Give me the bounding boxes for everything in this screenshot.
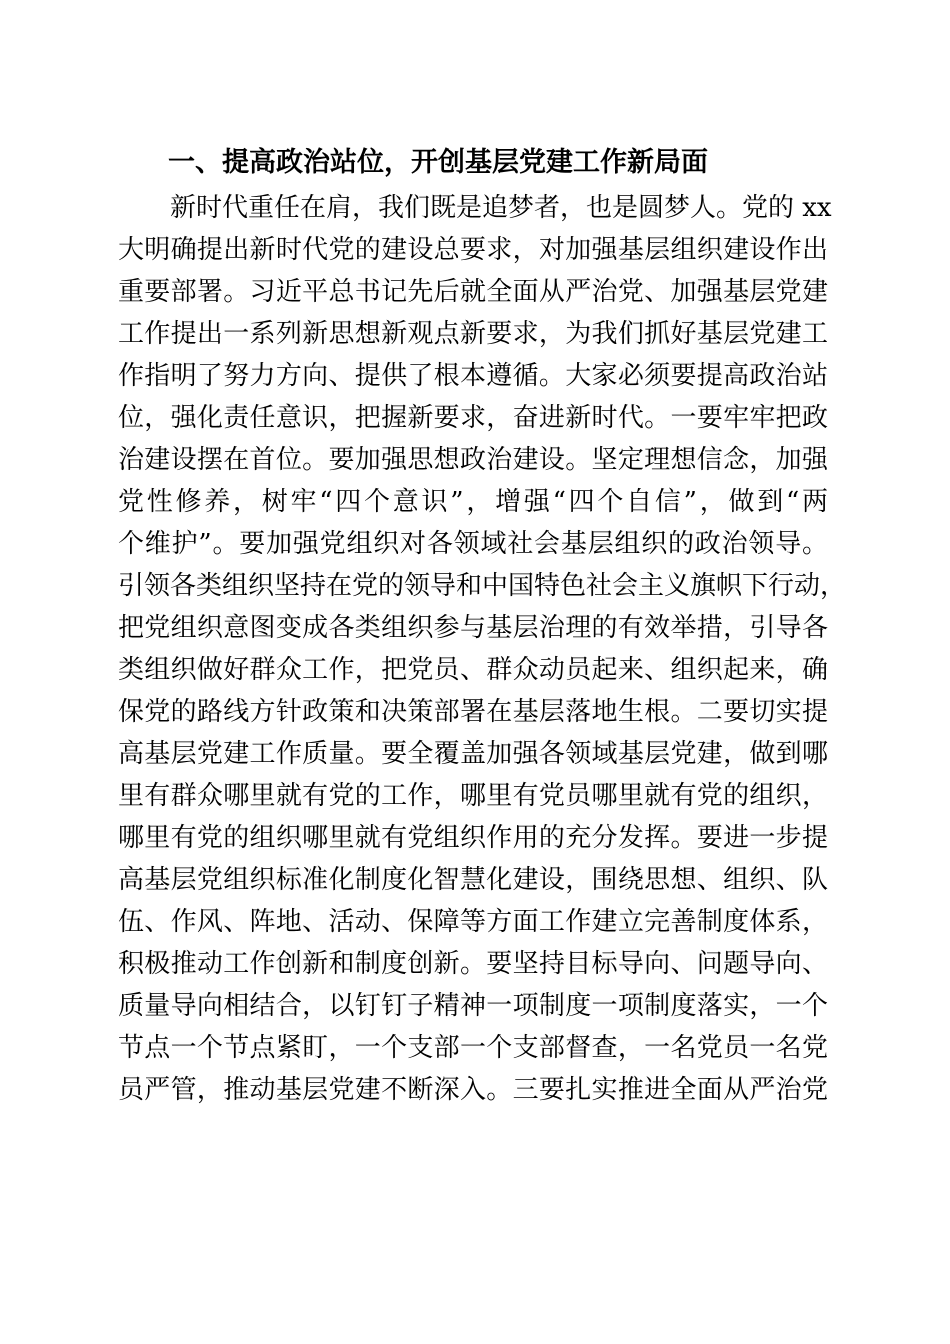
paragraph-line: 引领各类组织坚持在党的领导和中国特色社会主义旗帜下行动，	[118, 571, 847, 601]
paragraph-line: 把党组织意图变成各类组织参与基层治理的有效举措，引导各	[118, 613, 828, 643]
paragraph-line: 重要部署。习近平总书记先后就全面从严治党、加强基层党建	[118, 277, 828, 307]
paragraph-line: 积极推动工作创新和制度创新。要坚持目标导向、问题导向、	[118, 949, 828, 979]
paragraph-line: 哪里有党的组织哪里就有党组织作用的充分发挥。要进一步提	[118, 823, 828, 853]
paragraph-line: 位，强化责任意识，把握新要求，奋进新时代。一要牢牢把政	[118, 403, 828, 433]
paragraph-line: 个维护”。要加强党组织对各领域社会基层组织的政治领导。	[118, 529, 828, 559]
paragraph-line: 作指明了努力方向、提供了根本遵循。大家必须要提高政治站	[118, 361, 828, 391]
paragraph-line: 员严管，推动基层党建不断深入。三要扎实推进全面从严治党	[118, 1075, 828, 1105]
paragraph-line: 高基层党建工作质量。要全覆盖加强各领域基层党建，做到哪	[118, 739, 828, 769]
paragraph-line: 节点一个节点紧盯，一个支部一个支部督查，一名党员一名党	[118, 1033, 828, 1063]
paragraph-line: 里有群众哪里就有党的工作，哪里有党员哪里就有党的组织，	[118, 781, 828, 811]
paragraph-line: 高基层党组织标准化制度化智慧化建设，围绕思想、组织、队	[118, 865, 828, 895]
paragraph-line: 类组织做好群众工作，把党员、群众动员起来、组织起来，确	[118, 655, 828, 685]
paragraph-line: 质量导向相结合，以钉钉子精神一项制度一项制度落实，一个	[118, 991, 828, 1021]
paragraph-line: 工作提出一系列新思想新观点新要求，为我们抓好基层党建工	[118, 319, 828, 349]
paragraph-line: 党性修养，树牢“四个意识”，增强“四个自信”，做到“两	[118, 487, 828, 517]
paragraph-line: 保党的路线方针政策和决策部署在基层落地生根。二要切实提	[118, 697, 828, 727]
paragraph-line: 伍、作风、阵地、活动、保障等方面工作建立完善制度体系，	[118, 907, 828, 937]
paragraph-line: 大明确提出新时代党的建设总要求，对加强基层组织建设作出	[118, 235, 828, 265]
section-heading: 一、提高政治站位，开创基层党建工作新局面	[168, 147, 708, 178]
paragraph-line: 新时代重任在肩，我们既是追梦者，也是圆梦人。党的 xx	[170, 193, 832, 223]
paragraph-line: 治建设摆在首位。要加强思想政治建设。坚定理想信念，加强	[118, 445, 828, 475]
